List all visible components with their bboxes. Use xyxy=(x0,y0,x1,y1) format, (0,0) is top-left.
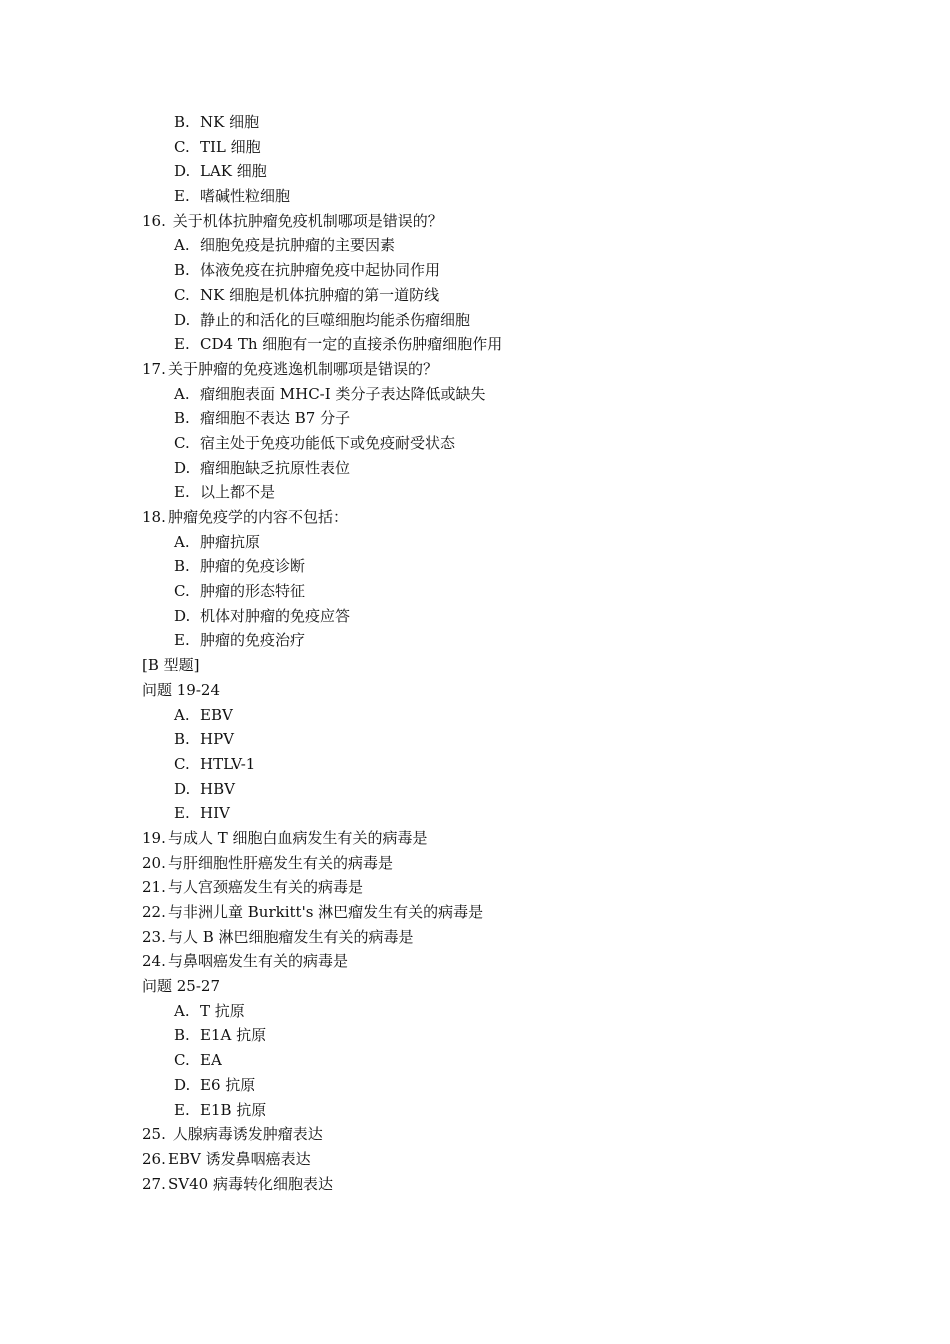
answer-option xyxy=(0,110,950,135)
question-text: SV40 病毒转化细胞表达 xyxy=(168,1174,333,1193)
option-letter: C. xyxy=(174,1051,190,1070)
option-letter: B. xyxy=(174,1026,190,1045)
option-letter: B. xyxy=(174,557,190,576)
heading-text: 问题 19-24 xyxy=(142,680,221,699)
option-text: 宿主处于免疫功能低下或免疫耐受状态 xyxy=(200,433,456,452)
answer-option xyxy=(0,1073,950,1098)
option-text: 以上都不是 xyxy=(200,483,276,502)
option-text: 细胞免疫是抗肿瘤的主要因素 xyxy=(200,236,396,255)
option-letter: C. xyxy=(174,433,190,452)
option-text: 瘤细胞不表达 B7 分子 xyxy=(200,409,351,428)
question-text: 人腺病毒诱发肿瘤表达 xyxy=(168,1125,323,1144)
option-letter: A. xyxy=(174,236,190,255)
option-letter: B. xyxy=(174,409,190,428)
answer-option xyxy=(0,999,950,1024)
answer-option xyxy=(0,480,950,505)
option-text: 静止的和活化的巨噬细胞均能杀伤瘤细胞 xyxy=(200,310,471,329)
answer-option xyxy=(0,406,950,431)
question-text: 肿瘤免疫学的内容不包括： xyxy=(168,508,349,526)
answer-option xyxy=(0,382,950,407)
option-text: NK 细胞是机体抗肿瘤的第一道防线 xyxy=(200,285,440,304)
option-letter: D. xyxy=(174,1075,191,1094)
option-text: 体液免疫在抗肿瘤免疫中起协同作用 xyxy=(200,261,441,280)
answer-option xyxy=(0,1098,950,1123)
option-letter: B. xyxy=(174,730,190,749)
option-letter: C. xyxy=(174,285,190,304)
question-text: EBV 诱发鼻咽癌表达 xyxy=(168,1149,311,1168)
question-line xyxy=(0,209,950,234)
answer-option xyxy=(0,579,950,604)
question-text: 与非洲儿童 Burkitt's 淋巴瘤发生有关的病毒是 xyxy=(168,903,484,921)
question-number: 17. xyxy=(142,359,166,378)
option-text: TIL 细胞 xyxy=(200,137,261,156)
option-letter: C. xyxy=(174,754,190,773)
question-line xyxy=(0,851,950,876)
option-text: CD4 Th 细胞有一定的直接杀伤肿瘤细胞作用 xyxy=(200,335,503,354)
option-text: LAK 细胞 xyxy=(200,162,267,181)
option-text: E1A 抗原 xyxy=(200,1026,267,1045)
document-page xyxy=(0,110,950,1196)
question-line xyxy=(0,1147,950,1172)
option-letter: E. xyxy=(174,631,190,650)
question-number: 18. xyxy=(142,508,166,526)
question-text: 关于肿瘤的免疫逃逸机制哪项是错误的？ xyxy=(168,359,439,378)
question-number: 19. xyxy=(142,828,166,847)
option-letter: E. xyxy=(174,804,190,823)
question-text: 与成人 T 细胞白血病发生有关的病毒是 xyxy=(168,828,428,847)
answer-option xyxy=(0,703,950,728)
option-text: 瘤细胞表面 MHC-I 类分子表达降低或缺失 xyxy=(200,384,486,403)
answer-option xyxy=(0,184,950,209)
question-number: 24. xyxy=(142,952,166,971)
question-number: 21. xyxy=(142,878,166,897)
option-letter: E. xyxy=(174,335,190,354)
question-line xyxy=(0,826,950,851)
option-text: HIV xyxy=(200,804,230,823)
question-number: 26. xyxy=(142,1149,166,1168)
answer-option xyxy=(0,258,950,283)
question-number: 20. xyxy=(142,853,166,872)
option-text: NK 细胞 xyxy=(200,113,260,131)
heading-text: 问题 25-27 xyxy=(142,977,221,996)
option-text: HTLV-1 xyxy=(200,754,256,773)
option-letter: D. xyxy=(174,606,191,625)
heading-text: [B 型题] xyxy=(142,656,200,675)
option-letter: A. xyxy=(174,384,190,403)
question-number: 27. xyxy=(142,1174,166,1193)
option-letter: A. xyxy=(174,1001,190,1020)
option-text: 肿瘤的免疫诊断 xyxy=(200,557,306,576)
option-letter: B. xyxy=(174,113,190,131)
answer-option xyxy=(0,628,950,653)
option-text: HBV xyxy=(200,779,235,798)
section-heading xyxy=(0,678,950,703)
question-line xyxy=(0,505,950,530)
option-letter: D. xyxy=(174,162,191,181)
option-text: T 抗原 xyxy=(200,1001,245,1020)
answer-option xyxy=(0,135,950,160)
option-letter: E. xyxy=(174,187,190,206)
answer-option xyxy=(0,1023,950,1048)
option-text: E6 抗原 xyxy=(200,1075,256,1094)
answer-option xyxy=(0,233,950,258)
question-line xyxy=(0,925,950,950)
question-number: 23. xyxy=(142,927,166,946)
option-letter: D. xyxy=(174,458,191,477)
answer-option xyxy=(0,554,950,579)
answer-option xyxy=(0,530,950,555)
option-letter: D. xyxy=(174,310,191,329)
question-line xyxy=(0,949,950,974)
option-text: 肿瘤的形态特征 xyxy=(200,582,306,601)
question-number: 16. xyxy=(142,211,166,230)
question-number: 22. xyxy=(142,903,166,921)
option-text: HPV xyxy=(200,730,235,749)
question-line xyxy=(0,900,950,925)
question-number: 25. xyxy=(142,1125,166,1144)
answer-option xyxy=(0,752,950,777)
answer-option xyxy=(0,431,950,456)
option-text: 肿瘤抗原 xyxy=(200,532,261,551)
answer-option xyxy=(0,801,950,826)
answer-option xyxy=(0,727,950,752)
question-text: 与鼻咽癌发生有关的病毒是 xyxy=(168,952,349,971)
option-letter: E. xyxy=(174,1100,190,1119)
option-letter: C. xyxy=(174,137,190,156)
option-letter: A. xyxy=(174,705,190,724)
option-letter: B. xyxy=(174,261,190,280)
question-text: 与肝细胞性肝癌发生有关的病毒是 xyxy=(168,853,394,872)
section-heading xyxy=(0,974,950,999)
option-text: 机体对肿瘤的免疫应答 xyxy=(200,606,351,625)
question-text: 与人宫颈癌发生有关的病毒是 xyxy=(168,878,364,897)
question-line xyxy=(0,1172,950,1197)
answer-option xyxy=(0,604,950,629)
question-text: 关于机体抗肿瘤免疫机制哪项是错误的？ xyxy=(168,211,443,230)
answer-option xyxy=(0,456,950,481)
question-line xyxy=(0,357,950,382)
question-line xyxy=(0,875,950,900)
answer-option xyxy=(0,332,950,357)
option-letter: D. xyxy=(174,779,191,798)
option-text: EA xyxy=(200,1051,222,1070)
section-heading xyxy=(0,653,950,678)
option-text: 瘤细胞缺乏抗原性表位 xyxy=(200,458,351,477)
option-letter: E. xyxy=(174,483,190,502)
question-text: 与人 B 淋巴细胞瘤发生有关的病毒是 xyxy=(168,927,414,946)
option-letter: C. xyxy=(174,582,190,601)
option-text: E1B 抗原 xyxy=(200,1100,267,1119)
answer-option xyxy=(0,159,950,184)
answer-option xyxy=(0,1048,950,1073)
question-line xyxy=(0,1122,950,1147)
option-letter: A. xyxy=(174,532,190,551)
option-text: EBV xyxy=(200,705,233,724)
answer-option xyxy=(0,308,950,333)
option-text: 嗜碱性粒细胞 xyxy=(200,187,291,206)
answer-option xyxy=(0,283,950,308)
option-text: 肿瘤的免疫治疗 xyxy=(200,631,306,650)
answer-option xyxy=(0,777,950,802)
